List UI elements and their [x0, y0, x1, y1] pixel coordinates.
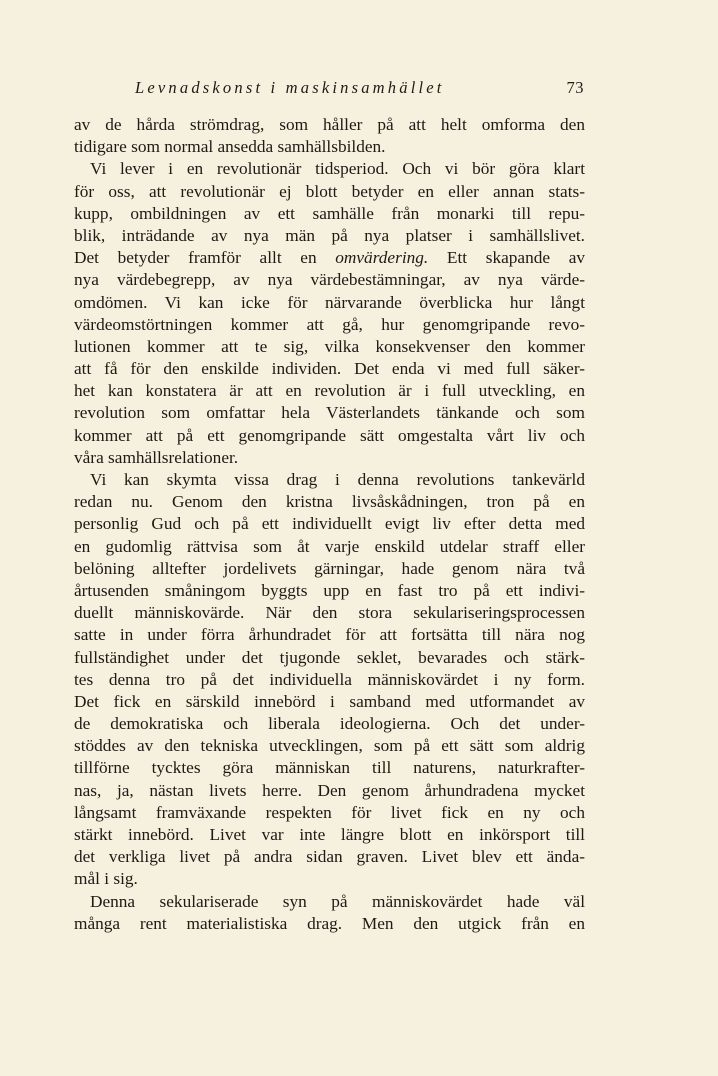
- text-line: årtusenden småningom byggts upp en fast tro på ett indivi-: [74, 580, 585, 600]
- text-line: Denna sekulariserade syn på människovärdet hade väl: [90, 891, 585, 911]
- text-line: de demokratiska och liberala ideologierna. Och det under-: [74, 714, 585, 734]
- text-line: personlig Gud och på ett individuellt evigt liv efter detta med: [74, 514, 585, 534]
- text-line: duellt människovärde. När den stora sekulariseringsprocessen: [74, 603, 585, 623]
- text-line: värdeomstörtningen kommer att gå, hur genomgripande revo-: [74, 314, 585, 334]
- text-line: kupp, ombildningen av ett samhälle från monarki till repu-: [74, 203, 585, 223]
- text-line: satte in under förra århundradet för att fortsätta till nära nog: [74, 625, 585, 645]
- text-line: att få för den enskilde individen. Det enda vi med full säker-: [74, 359, 585, 379]
- text-line: omdömen. Vi kan icke för närvarande överblicka hur långt: [74, 292, 585, 312]
- text-line: Det fick en särskild innebörd i samband med utformandet av: [74, 691, 585, 711]
- text-line: revolution som omfattar hela Västerlandets tänkande och som: [74, 403, 585, 423]
- text-line: het kan konstatera är att en revolution är i full utveckling, en: [74, 381, 585, 401]
- text-line: redan nu. Genom den kristna livsåskådningen, tron på en: [74, 492, 585, 512]
- text-line: tes denna tro på det individuella människovärdet i ny form.: [74, 669, 585, 689]
- text-line: belöning alltefter jordelivets gärningar, hade genom nära två: [74, 558, 585, 578]
- text-line: nas, ja, nästan livets herre. Den genom århundradena mycket: [74, 780, 585, 800]
- text-segment: Ett skapande av: [428, 248, 586, 268]
- body-text: [74, 114, 585, 935]
- text-line: Vi kan skymta vissa drag i denna revolutions tankevärld: [90, 470, 585, 489]
- running-title: Levnadskonst i maskinsamhället: [135, 78, 445, 97]
- page-number: 73: [566, 78, 584, 97]
- text-line: blik, inträdande av nya män på nya platser i samhällslivet.: [74, 225, 585, 245]
- emphasized-word: omvärdering.: [335, 248, 429, 268]
- text-line: våra samhällsrelationer.: [74, 447, 239, 467]
- text-line-with-emphasis: [74, 247, 585, 269]
- text-line: fullständighet under det tjugonde seklet, bevarades och stärk-: [74, 647, 585, 667]
- text-line: långsamt framväxande respekten för livet fick en ny och: [74, 802, 585, 822]
- text-line: nya värdebegrepp, av nya värdebestämningar, av nya värde-: [74, 270, 585, 290]
- text-line: mål i sig.: [74, 869, 138, 889]
- text-line: stöddes av den tekniska utvecklingen, som på ett sätt som aldrig: [74, 736, 585, 756]
- text-line: Vi lever i en revolutionär tidsperiod. Och vi bör göra klart: [90, 159, 585, 179]
- text-line: det verkliga livet på andra sidan graven. Livet blev ett ända-: [74, 847, 585, 867]
- text-line: tillförne tycktes göra människan till naturens, naturkrafter-: [74, 758, 585, 778]
- text-line: tidigare som normal ansedda samhällsbilden.: [74, 137, 386, 157]
- running-header: [135, 78, 584, 102]
- text-line: stärkt innebörd. Livet var inte längre blott en inkörsport till: [74, 825, 585, 844]
- text-line: en gudomlig rättvisa som åt varje enskild utdelar straff eller: [74, 536, 585, 556]
- text-line: av de hårda strömdrag, som håller på att helt omforma den: [74, 115, 585, 134]
- text-line: kommer att på ett genomgripande sätt omgestalta vårt liv och: [74, 425, 585, 445]
- text-line: lutionen kommer att te sig, vilka konsekvenser den kommer: [74, 336, 585, 356]
- text-segment: Det betyder framför allt en: [74, 248, 336, 268]
- text-line: för oss, att revolutionär ej blott betyder en eller annan stats-: [74, 181, 585, 201]
- text-line: många rent materialistiska drag. Men den utgick från en: [74, 913, 585, 933]
